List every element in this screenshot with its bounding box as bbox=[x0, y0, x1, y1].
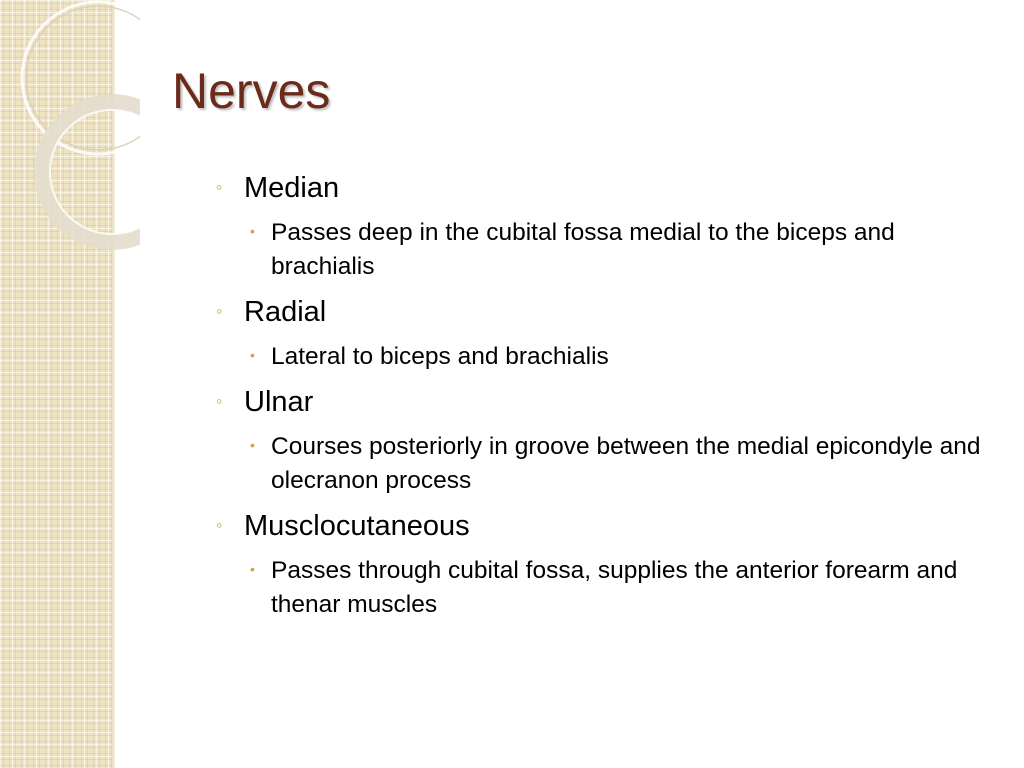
list-item-median bbox=[214, 168, 1004, 208]
sub-item bbox=[214, 340, 991, 374]
sub-item-text: Courses posteriorly in groove between the medial epicondyle and olecranon process bbox=[271, 433, 981, 494]
dot-bullet-icon: • bbox=[250, 561, 255, 577]
bullet-label: Ulnar bbox=[244, 386, 314, 418]
dot-bullet-icon: • bbox=[250, 437, 255, 453]
bullet-label: Radial bbox=[244, 296, 327, 328]
hollow-circle-bullet-icon: ◦ bbox=[216, 177, 223, 197]
sub-item bbox=[214, 430, 991, 498]
bullet-label: Median bbox=[244, 172, 340, 204]
list-item-radial bbox=[214, 292, 1004, 332]
sub-item bbox=[214, 216, 991, 284]
hollow-circle-bullet-icon: ◦ bbox=[216, 391, 223, 411]
bullet-label: Musclocutaneous bbox=[244, 510, 470, 542]
hollow-circle-bullet-icon: ◦ bbox=[216, 515, 223, 535]
hollow-circle-bullet-icon: ◦ bbox=[216, 301, 223, 321]
sub-item bbox=[214, 554, 991, 622]
bullet-list bbox=[214, 168, 1004, 622]
sub-item-text: Lateral to biceps and brachialis bbox=[271, 343, 609, 370]
dot-bullet-icon: • bbox=[250, 347, 255, 363]
decorative-rings-icon bbox=[0, 0, 140, 260]
sub-item-text: Passes through cubital fossa, supplies the anterior forearm and thenar muscles bbox=[271, 557, 958, 618]
sub-item-text: Passes deep in the cubital fossa medial to the biceps and brachialis bbox=[271, 219, 895, 280]
slide-title: Nerves bbox=[172, 63, 331, 119]
list-item-ulnar bbox=[214, 382, 1004, 422]
list-item-musclocutaneous bbox=[214, 506, 1004, 546]
dot-bullet-icon: • bbox=[250, 223, 255, 239]
